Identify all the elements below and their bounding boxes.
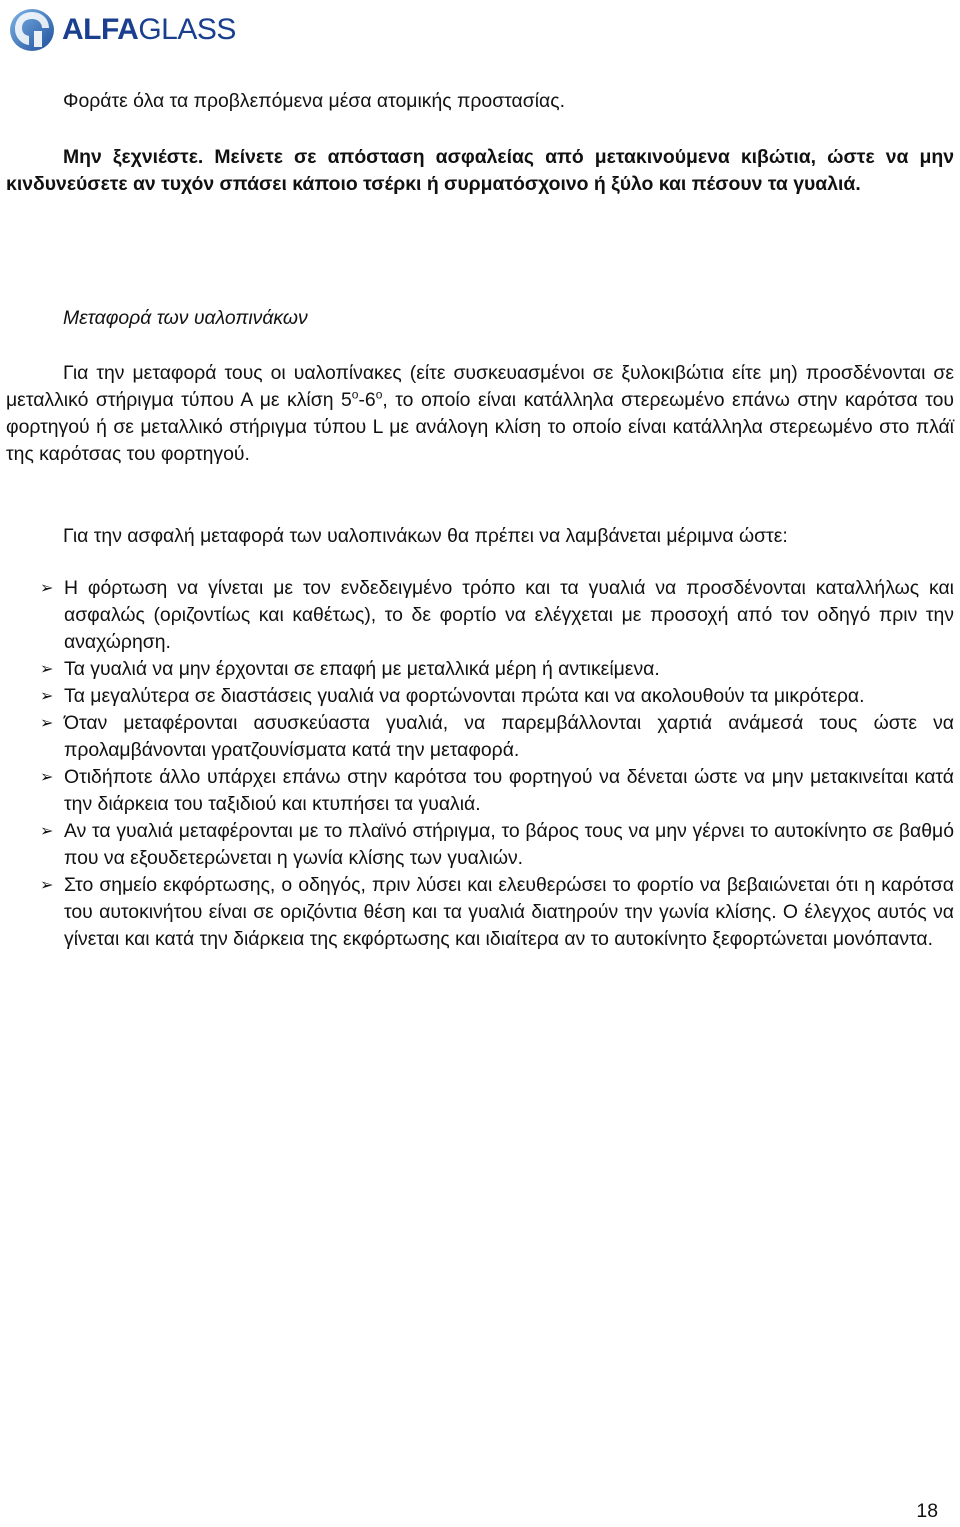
list-item: ➢ Τα γυαλιά να μην έρχονται σε επαφή με μεταλλικά μέρη ή αντικείμενα.: [40, 656, 954, 683]
safety-checklist: [40, 575, 954, 953]
arrow-bullet-icon: ➢: [40, 715, 54, 732]
arrow-bullet-icon: ➢: [40, 769, 54, 786]
list-item: ➢ Η φόρτωση να γίνεται με τον ενδεδειγμένο τρόπο και τα γυαλιά να προσδένονται καταλλήλως και ασφαλώς (οριζοντίως και καθέτως), το δε φορτίο να ελέγχεται με προσοχή από τον οδηγό πριν την αναχώρηση.: [40, 577, 954, 653]
logo-emblem-icon: [8, 7, 56, 53]
page-number: 18: [916, 1500, 938, 1522]
ppe-instruction: Φοράτε όλα τα προβλεπόμενα μέσα ατομικής προστασίας.: [63, 90, 565, 112]
list-item: ➢ Όταν μεταφέρονται ασυσκεύαστα γυαλιά, να παρεμβάλλονται χαρτιά ανάμεσά τους ώστε να προλαμβάνονται γρατζουνίσματα κατά την μεταφορά.: [40, 712, 954, 761]
arrow-bullet-icon: ➢: [40, 823, 54, 840]
safety-warning: Μην ξεχνιέστε. Μείνετε σε απόσταση ασφαλείας από μετακινούμενα κιβώτια, ώστε να μην κινδυνεύσετε αν τυχόν σπάσει κάποιο τσέρκι ή συρματόσχοινο ή ξύλο και πέσουν τα γυαλιά.: [6, 146, 954, 195]
logo-wordmark: ALFAGLASS: [62, 13, 236, 46]
transport-paragraph: Για την μεταφορά τους οι υαλοπίνακες (είτε συσκευασμένοι σε ξυλοκιβώτια είτε μη) προσδένονται σε μεταλλικό στήριγμα τύπου Α με κλίση $5^o-6^o$, το οποίο είναι κατάλληλα στερεωμένο επάνω στην καρότσα του φορτηγού ή σε μεταλλικό στήριγμα τύπου L με ανάλογη κλίση το οποίο είναι κατάλληλα στερεωμένο στο πλάϊ της καρότσας του φορτηγού.: [6, 362, 954, 465]
safe-transport-intro: Για την ασφαλή μεταφορά των υαλοπινάκων θα πρέπει να λαμβάνεται μέριμνα ώστε:: [63, 525, 788, 547]
list-item: ➢ Αν τα γυαλιά μεταφέρονται με το πλαϊνό στήριγμα, το βάρος τους να μην γέρνει το αυτοκίνητο σε βαθμό που να εξουδετερώνεται η γωνία κλίσης των γυαλιών.: [40, 820, 954, 869]
list-item: ➢ Στο σημείο εκφόρτωσης, ο οδηγός, πριν λύσει και ελευθερώσει το φορτίο να βεβαιώνεται ότι η καρότσα του αυτοκινήτου είναι σε οριζόντια θέση και τα γυαλιά διατηρούν την γωνία κλίσης. Ο έλεγχος αυτός να γίνεται και κατά την διάρκεια της εκφόρτωσης και ιδιαίτερα αν το αυτοκίνητο ξεφορτώνεται μονόπαντα.: [40, 874, 954, 950]
arrow-bullet-icon: ➢: [40, 877, 54, 894]
company-logo: [8, 6, 236, 54]
section-heading: Μεταφορά των υαλοπινάκων: [63, 307, 308, 329]
list-item: ➢ Οτιδήποτε άλλο υπάρχει επάνω στην καρότσα του φορτηγού να δένεται ώστε να μην μετακινείται κατά την διάρκεια του ταξιδιού και κτυπήσει τα γυαλιά.: [40, 766, 954, 815]
arrow-bullet-icon: ➢: [40, 580, 54, 597]
arrow-bullet-icon: ➢: [40, 661, 54, 678]
list-item: ➢ Τα μεγαλύτερα σε διαστάσεις γυαλιά να φορτώνονται πρώτα και να ακολουθούν τα μικρότερα.: [40, 683, 954, 710]
arrow-bullet-icon: ➢: [40, 688, 54, 705]
